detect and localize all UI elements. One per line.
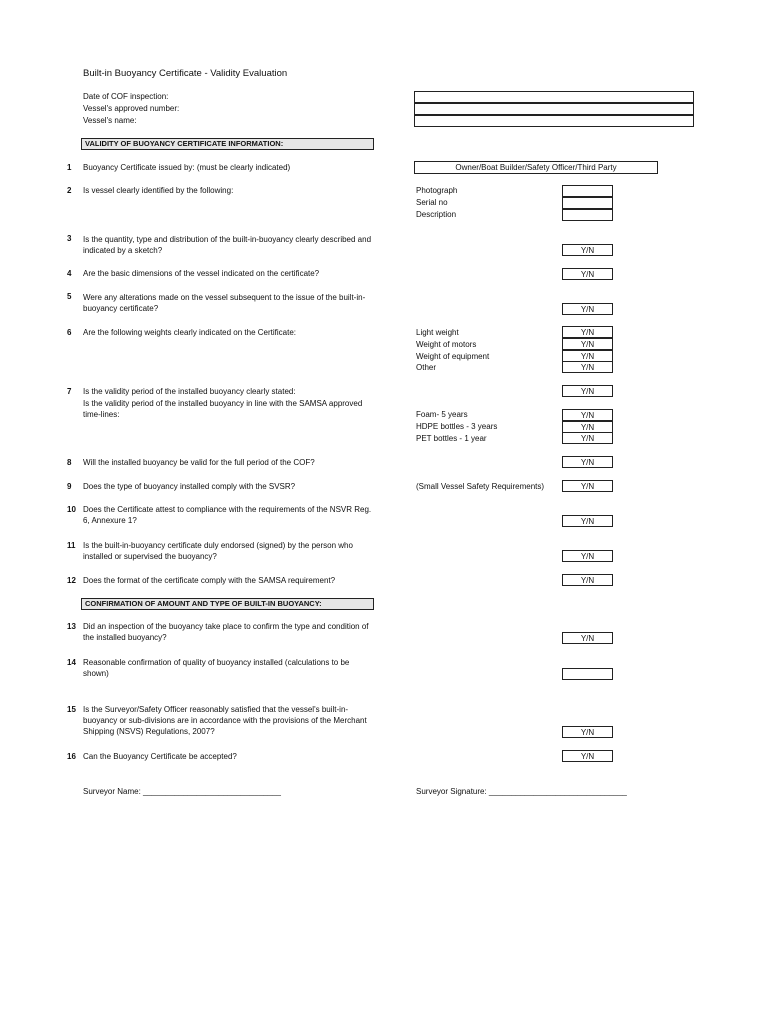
foam-timeline-label: Foam- 5 years	[416, 410, 468, 419]
question-text: Is the validity period of the installed buoyancy in line with the SAMSA approved time-lines:	[83, 399, 363, 419]
question-text: Does the format of the certificate comply with the SAMSA requirement?	[83, 576, 336, 585]
yn-box[interactable]: Y/N	[562, 244, 613, 256]
section-validity-header: VALIDITY OF BUOYANCY CERTIFICATE INFORMATION:	[81, 138, 374, 150]
cof-date-field[interactable]	[414, 91, 694, 103]
question-text: Is the built-in-buoyancy certificate duly endorsed (signed) by the person who installed or supervised the buoyancy?	[83, 541, 353, 561]
question-text: Reasonable confirmation of quality of buoyancy installed (calculations to be shown)	[83, 658, 350, 678]
page-title: Built-in Buoyancy Certificate - Validity Evaluation	[83, 68, 288, 79]
question-text: Did an inspection of the buoyancy take place to confirm the type and condition of the installed buoyancy?	[83, 622, 369, 642]
question-number: 13	[67, 622, 76, 631]
surveyor-name-line[interactable]: Surveyor Name: _______________________________	[83, 787, 281, 796]
question-number: 8	[67, 458, 72, 467]
hdpe-timeline-label: HDPE bottles - 3 years	[416, 422, 498, 431]
yn-box[interactable]: Y/N	[562, 421, 613, 433]
question-text: Does the Certificate attest to compliance with the requirements of the NSVR Reg. 6, Annexure 1?	[83, 505, 372, 525]
question-text: Is the Surveyor/Safety Officer reasonably satisfied that the vessel's built-in-buoyancy or sub-divisions are in accordance with the provisions of the Merchant Shipping (NSVS) Regulations, 2007?	[83, 705, 367, 736]
question-number: 4	[67, 269, 72, 278]
yn-box[interactable]: Y/N	[562, 303, 613, 315]
question-text: Can the Buoyancy Certificate be accepted?	[83, 752, 237, 761]
yn-box[interactable]: Y/N	[562, 515, 613, 527]
yn-box[interactable]: Y/N	[562, 726, 613, 738]
yn-box[interactable]: Y/N	[562, 456, 613, 468]
serial-no-label: Serial no	[416, 198, 448, 207]
quality-confirmation-field[interactable]	[562, 668, 613, 680]
svsr-note: (Small Vessel Safety Requirements)	[416, 482, 545, 491]
question-text: Will the installed buoyancy be valid for the full period of the COF?	[83, 458, 315, 467]
question-number: 10	[67, 505, 76, 514]
weight-of-equipment-label: Weight of equipment	[416, 352, 490, 361]
other-weight-label: Other	[416, 363, 437, 372]
question-number: 14	[67, 658, 76, 667]
question-number: 3	[67, 234, 72, 243]
yn-box[interactable]: Y/N	[562, 432, 613, 444]
yn-box[interactable]: Y/N	[562, 361, 613, 373]
description-label: Description	[416, 210, 457, 219]
yn-box[interactable]: Y/N	[562, 480, 613, 492]
question-number: 7	[67, 387, 72, 396]
question-number: 16	[67, 752, 76, 761]
issuer-box[interactable]: Owner/Boat Builder/Safety Officer/Third Party	[414, 161, 658, 174]
cof-date-label: Date of COF inspection:	[83, 92, 169, 101]
question-number: 11	[67, 541, 76, 550]
question-text: Is the quantity, type and distribution of the built-in-buoyancy clearly described and indicated by a sketch?	[83, 235, 372, 255]
question-text: Were any alterations made on the vessel subsequent to the issue of the built-in-buoyancy certificate?	[83, 293, 366, 313]
question-number: 1	[67, 163, 72, 172]
vessel-name-field[interactable]	[414, 115, 694, 127]
question-number: 15	[67, 705, 76, 714]
yn-box[interactable]: Y/N	[562, 632, 613, 644]
question-text: Buoyancy Certificate issued by: (must be clearly indicated)	[83, 163, 291, 172]
vessel-number-label: Vessel's approved number:	[83, 104, 180, 113]
yn-box[interactable]: Y/N	[562, 338, 613, 350]
question-number: 5	[67, 292, 72, 301]
question-number: 2	[67, 186, 72, 195]
photograph-label: Photograph	[416, 186, 458, 195]
question-number: 9	[67, 482, 72, 491]
question-text: Are the basic dimensions of the vessel indicated on the certificate?	[83, 269, 320, 278]
weight-of-motors-label: Weight of motors	[416, 340, 477, 349]
vessel-name-label: Vessel's name:	[83, 116, 137, 125]
question-text: Is the validity period of the installed buoyancy clearly stated:	[83, 387, 296, 396]
question-number: 6	[67, 328, 72, 337]
question-text: Are the following weights clearly indicated on the Certificate:	[83, 328, 296, 337]
light-weight-label: Light weight	[416, 328, 459, 337]
yn-box[interactable]: Y/N	[562, 326, 613, 338]
pet-timeline-label: PET bottles - 1 year	[416, 434, 487, 443]
description-field[interactable]	[562, 209, 613, 221]
surveyor-signature-line[interactable]: Surveyor Signature: _______________________________	[416, 787, 627, 796]
question-text: Does the type of buoyancy installed comply with the SVSR?	[83, 482, 296, 491]
section-confirmation-header: CONFIRMATION OF AMOUNT AND TYPE OF BUILT-IN BUOYANCY:	[81, 598, 374, 610]
question-number: 12	[67, 576, 76, 585]
yn-box[interactable]: Y/N	[562, 574, 613, 586]
yn-box[interactable]: Y/N	[562, 409, 613, 421]
serial-no-field[interactable]	[562, 197, 613, 209]
photograph-field[interactable]	[562, 185, 613, 197]
yn-box[interactable]: Y/N	[562, 268, 613, 280]
yn-box[interactable]: Y/N	[562, 550, 613, 562]
yn-box[interactable]: Y/N	[562, 750, 613, 762]
yn-box[interactable]: Y/N	[562, 350, 613, 362]
question-text: Is vessel clearly identified by the following:	[83, 186, 234, 195]
yn-box[interactable]: Y/N	[562, 385, 613, 397]
vessel-number-field[interactable]	[414, 103, 694, 115]
